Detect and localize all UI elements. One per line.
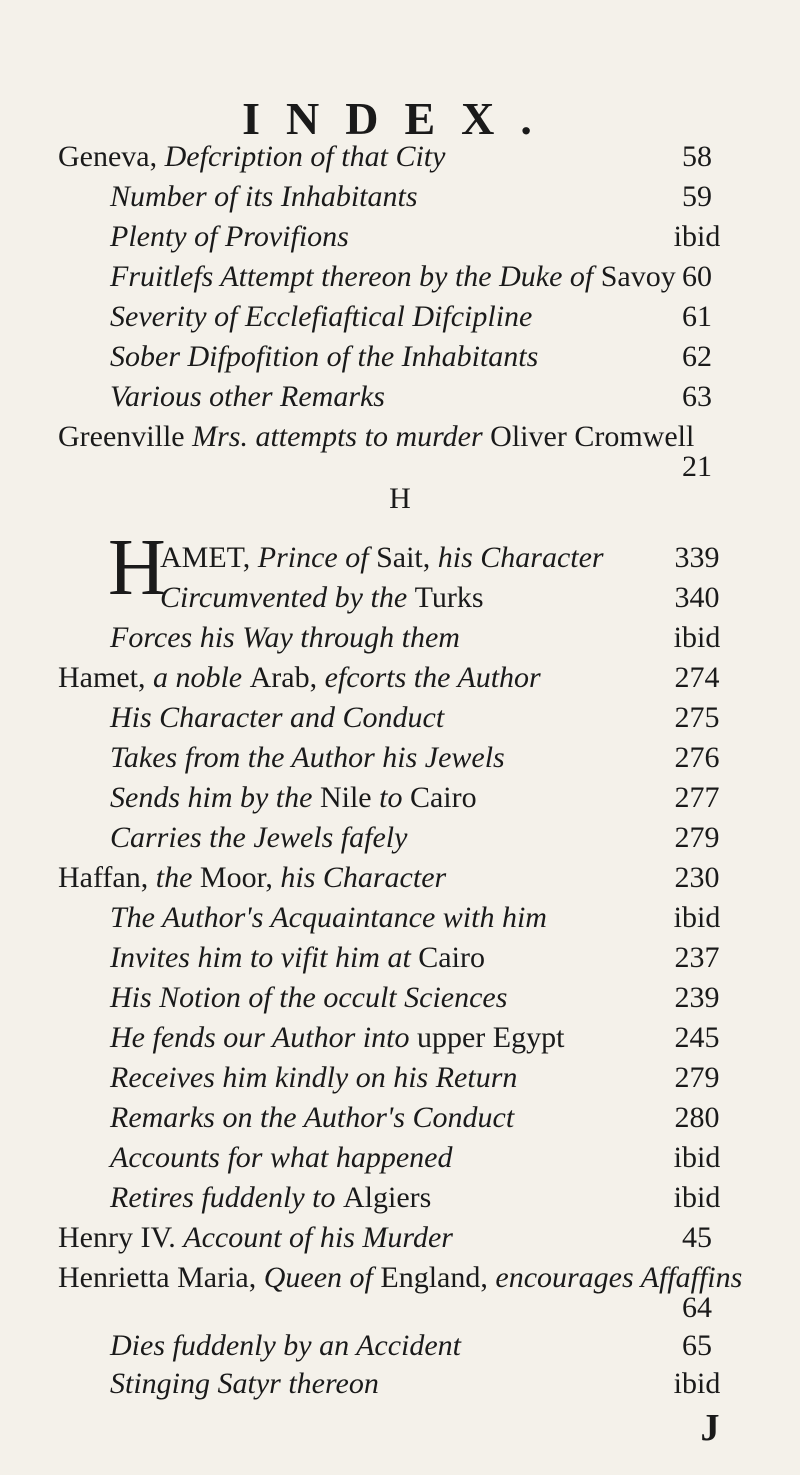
entry-text	[110, 1018, 564, 1058]
entry-page: ibid	[673, 1367, 721, 1400]
index-entry	[0, 538, 800, 578]
entry-text	[110, 978, 507, 1018]
entry-italic-text: his Character	[437, 541, 604, 574]
index-entry	[0, 1178, 800, 1218]
entry-italic-text: Fruitlefs Attempt thereon by the Duke	[110, 260, 570, 293]
entry-headword: Henrietta Maria,	[58, 1261, 264, 1294]
index-entry	[0, 978, 800, 1018]
entry-italic-text: Dies fuddenly by an Accident	[110, 1329, 462, 1362]
entry-text	[110, 257, 676, 297]
entry-page: 237	[674, 941, 720, 974]
drop-cap: H	[108, 524, 166, 612]
entry-italic-text: of	[569, 260, 601, 293]
entry-text	[160, 538, 604, 578]
entry-italic-text: Defcription of that City	[164, 140, 446, 173]
entry-text	[110, 698, 444, 738]
entry-italic-text: His Notion of the occult Sciences	[110, 981, 508, 1014]
entry-text	[110, 177, 418, 217]
entry-text	[110, 1326, 461, 1366]
entry-page: 275	[674, 701, 720, 734]
index-entry	[0, 177, 800, 217]
entry-page: 58	[682, 140, 712, 173]
entry-italic-text: Accounts for what happened	[110, 1141, 453, 1174]
entry-text	[110, 377, 385, 417]
entry-italic-text: The Author's Acquaintance with him	[110, 901, 547, 934]
entry-roman-text: upper Egypt	[416, 1021, 565, 1054]
entry-page: 276	[674, 741, 720, 774]
entry-roman-text: Sait,	[376, 541, 438, 574]
index-entry	[0, 618, 800, 658]
index-entry	[0, 578, 800, 618]
entry-page: 21	[682, 450, 712, 483]
entry-roman-text: Cairo	[418, 941, 485, 974]
entry-text	[110, 217, 349, 257]
page-title: INDEX.	[242, 93, 558, 144]
entry-italic-text: Stinging Satyr thereon	[110, 1367, 379, 1400]
entry-page: 61	[682, 300, 712, 333]
entry-page: 45	[682, 1221, 712, 1254]
entry-roman-text: Arab,	[249, 661, 325, 694]
catchword: J	[700, 1407, 720, 1449]
index-entry	[0, 297, 800, 337]
entry-italic-text: Takes from the Author his Jewels	[110, 741, 505, 774]
index-entry	[0, 1058, 800, 1098]
entry-italic-text: Carries the Jewels fafely	[110, 821, 408, 854]
entry-italic-text: Severity of Ecclefiaftical Difcipline	[110, 300, 533, 333]
entry-italic-text: Account of his Murder	[183, 1221, 453, 1254]
entry-headword: Greenville	[58, 420, 193, 453]
entry-page: 63	[682, 380, 712, 413]
entry-text	[110, 297, 532, 337]
entry-italic-text: encourages Affaffins	[495, 1261, 743, 1294]
entry-page: ibid	[673, 1141, 721, 1174]
entry-italic-text: Mrs. attempts to murder	[192, 420, 483, 453]
entry-italic-text: efcorts the Author	[324, 661, 541, 694]
entry-text	[110, 1058, 517, 1098]
entry-roman-text: England,	[380, 1261, 496, 1294]
entry-italic-text: Number of its Inhabitants	[110, 180, 418, 213]
entry-text	[58, 858, 446, 898]
entry-text	[58, 417, 694, 457]
entry-italic-text: to	[379, 781, 410, 814]
entry-text	[110, 1098, 514, 1138]
entry-roman-text: Oliver Cromwell	[482, 420, 695, 453]
entry-text	[58, 1258, 742, 1298]
entry-italic-text: Plenty of Provifions	[110, 220, 349, 253]
entry-text	[110, 337, 538, 377]
section-letter: H	[389, 482, 411, 515]
entry-italic-text: his Character	[280, 861, 447, 894]
entry-italic-text: Retires fuddenly to	[110, 1181, 343, 1214]
index-entry	[0, 137, 800, 177]
entry-roman-text: Cairo	[409, 781, 477, 814]
entry-page: ibid	[673, 1181, 721, 1214]
entry-italic-text: the	[155, 861, 200, 894]
index-entry	[0, 1138, 800, 1178]
entry-text	[110, 938, 485, 978]
index-entry	[0, 698, 800, 738]
entry-page: 245	[674, 1021, 720, 1054]
entry-page: ibid	[673, 220, 721, 253]
entry-page: 60	[682, 260, 712, 293]
index-entry	[0, 818, 800, 858]
index-entry	[0, 1218, 800, 1258]
index-entry	[0, 337, 800, 377]
entry-italic-text: His Character and Conduct	[110, 701, 445, 734]
index-entry	[0, 1326, 800, 1366]
index-entry	[0, 738, 800, 778]
index-entry	[0, 1364, 800, 1404]
entry-page: 59	[682, 180, 712, 213]
entry-text	[160, 578, 484, 618]
entry-text	[58, 1218, 453, 1258]
entry-italic-text: Receives him kindly on his Return	[110, 1061, 518, 1094]
entry-page: 230	[674, 861, 720, 894]
entry-page: ibid	[673, 901, 721, 934]
index-entry	[0, 778, 800, 818]
entry-text	[110, 1364, 379, 1404]
entry-roman-text: Moor,	[199, 861, 281, 894]
entry-text	[110, 1138, 452, 1178]
index-entry	[0, 658, 800, 698]
entry-italic-text: Remarks on the Author's Conduct	[110, 1101, 515, 1134]
entry-page: 239	[674, 981, 720, 1014]
index-entry	[0, 858, 800, 898]
entry-italic-text: Sends him by the	[110, 781, 320, 814]
entry-headword: Haffan,	[58, 861, 156, 894]
entry-page: 280	[674, 1101, 720, 1134]
entry-italic-text: Queen of	[263, 1261, 381, 1294]
index-entry	[0, 1018, 800, 1058]
entry-headword: Geneva,	[58, 140, 165, 173]
entry-page: 279	[674, 821, 720, 854]
index-entry	[0, 898, 800, 938]
entry-roman-text: Savoy	[600, 260, 676, 293]
index-entry	[0, 217, 800, 257]
entry-page: 274	[674, 661, 720, 694]
entry-text	[110, 1178, 431, 1218]
entry-roman-text: Turks	[414, 581, 484, 614]
entry-italic-text: a noble	[152, 661, 250, 694]
entry-roman-text: Nile	[319, 781, 380, 814]
entry-text	[110, 778, 477, 818]
entry-text	[110, 618, 460, 658]
entry-page: ibid	[673, 621, 721, 654]
entry-italic-text: Various other Remarks	[110, 380, 385, 413]
entry-italic-text: Sober Difpofition of the Inhabitants	[110, 340, 539, 373]
entry-text	[58, 658, 541, 698]
entry-page: 277	[674, 781, 720, 814]
entry-roman-text: Algiers	[343, 1181, 432, 1214]
entry-headword: Hamet,	[58, 661, 153, 694]
index-entry	[0, 938, 800, 978]
index-entry	[0, 377, 800, 417]
entry-page: 64	[682, 1291, 712, 1324]
entry-text	[110, 898, 547, 938]
entry-page: 340	[674, 581, 720, 614]
entry-headword: Henry IV.	[58, 1221, 184, 1254]
entry-italic-text: Prince of	[257, 541, 377, 574]
entry-text	[58, 137, 445, 177]
entry-text	[110, 818, 407, 858]
entry-italic-text: Forces his Way through them	[110, 621, 460, 654]
entry-page: 339	[674, 541, 720, 574]
entry-text	[110, 738, 505, 778]
entry-page: 65	[682, 1329, 712, 1362]
entry-italic-text: Invites him to vifit him at	[110, 941, 419, 974]
index-entry	[0, 1098, 800, 1138]
entry-headword: AMET,	[160, 541, 258, 574]
entry-page: 279	[674, 1061, 720, 1094]
entry-italic-text: Circumvented by the	[160, 581, 415, 614]
entry-page: 62	[682, 340, 712, 373]
index-entry	[0, 257, 800, 297]
entry-italic-text: He fends our Author into	[110, 1021, 417, 1054]
